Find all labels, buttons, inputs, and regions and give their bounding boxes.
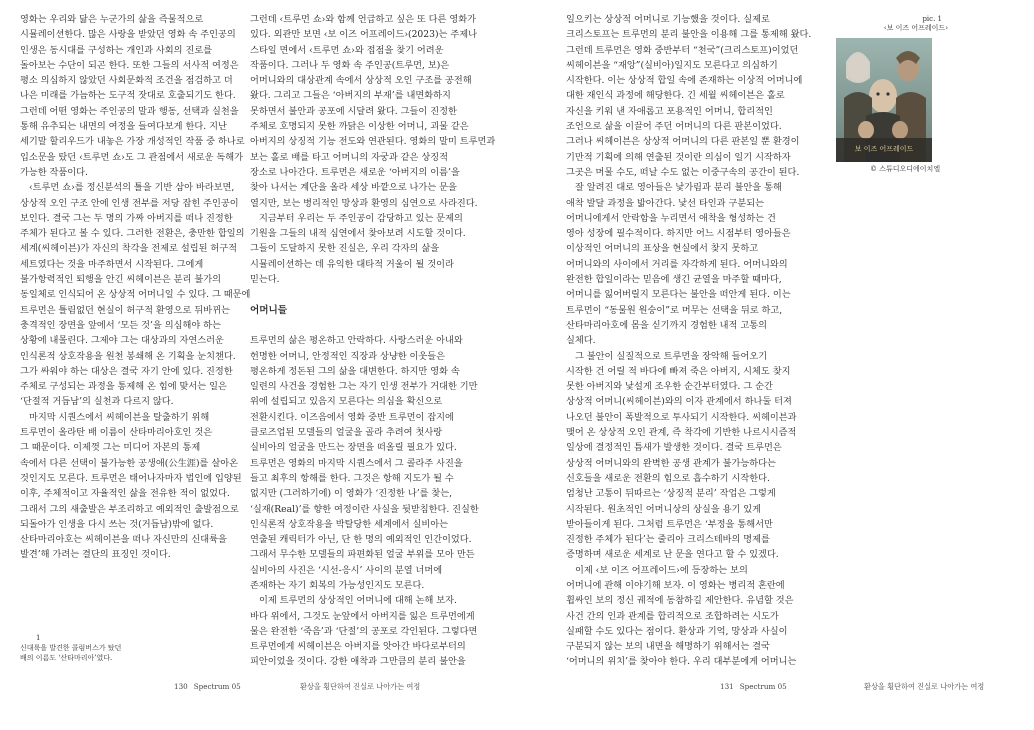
text-line: 발견’해 가려는 결단의 표징인 것이다. [20, 549, 171, 561]
text-line: 장소로 나아간다. 트루먼은 새로운 ‘아버지의 이름’을 [250, 166, 460, 178]
text-line: 상상적 오인 구조 안에 인생 전부를 저당 잡힌 주인공이 [20, 197, 239, 209]
magazine-name: Spectrum 05 [193, 682, 241, 691]
text-line: 물은 완전한 ‘죽음’과 ‘단절’의 공포로 각인된다. 그렇다면 [250, 625, 478, 637]
text-line: 이후, 주체적이고 자율적인 삶을 전유한 적이 없었다. [20, 488, 230, 500]
text-line: 보는 홀로 배를 타고 어머니의 자궁과 같은 상징적 [250, 151, 448, 163]
text-line: 산타마리아호는 씨헤이븐을 떠나 자신만의 신대륙을 [20, 534, 227, 546]
text-line: 못하면서 불안과 공포에 시달려 왔다. 그들이 진정한 [250, 105, 457, 117]
text-line: 기만적 기획에 의해 연출된 것이란 의심이 일기 시작하자 [566, 151, 791, 163]
text-line: 시작한 건 어릴 적 바다에 빠져 죽은 아버지, 시체도 찾지 [566, 365, 791, 377]
text-line: 어머니에 관해 이야기해 보자. 이 영화는 병리적 혼란에 [566, 579, 785, 591]
left-column-2 [250, 12, 495, 670]
left-running-head: 환상을 횡단하여 진실로 나아가는 여정 [300, 682, 421, 691]
footnote [20, 633, 121, 663]
text-line: 애착 발달 과정을 밟아간다. 낯선 타인과 구분되는 [566, 197, 764, 209]
text-line: 트루먼은 틀림없던 현실이 허구적 환영으로 뒤바뀌는 [20, 304, 230, 316]
text-line: 이상적인 어머니의 표상을 현실에서 찾지 못하고 [566, 243, 759, 255]
text-line: 실비아의 얼굴을 만드는 장면을 떠올릴 필요가 있다. [250, 442, 457, 454]
text-line: 바다 위에서, 그것도 눈앞에서 아버지를 잃은 트루먼에게 [250, 610, 475, 622]
text-line: 실패할 수도 있다는 점이다. 환상과 기억, 망상과 사실이 [566, 625, 788, 637]
text-line: 인식론적 상호작용을 박탈당한 세계에서 실비아는 [250, 518, 449, 530]
text-line: 있다. 외관만 보면 ‹보 이즈 어프레이드›(2023)는 주제나 [250, 29, 477, 41]
text-line: 존재하는 자기 회복의 가능성인지도 모른다. [250, 579, 425, 591]
left-column-1 [20, 12, 250, 563]
text-line: 일으키는 상상적 어머니로 기능했을 것이다. 실제로 [566, 14, 770, 25]
text-line: 세트였다는 것을 마주하면서 시작된다. 그에게 [20, 258, 204, 270]
text-line: 없지만 (그러하기에) 이 영화가 ‘진정한 나’를 찾는, [250, 488, 453, 500]
text-line: 주체가 된다고 볼 수 있다. 그러한 전환은, 충만한 합일의 [20, 228, 245, 240]
text-line: 주체로 구성되는 과정을 통제해 온 힘에 맞서는 일은 [20, 381, 227, 393]
text-line: 평소 의심하지 않았던 사회문화적 조건을 점검하고 더 [20, 75, 233, 87]
text-line: 어머니와의 사이에서 거리를 자각하게 된다. 어머니와의 [566, 258, 788, 270]
text-line: 상황에 내몰린다. 그제야 그는 대상과의 자연스러운 [20, 335, 224, 347]
text-line: 충격적인 장면을 앞에서 ‘모든 것’을 의심해야 하는 [20, 319, 221, 331]
text-line: 실체다. [566, 335, 596, 347]
text-line: 상상적 어머니와의 완벽한 공생 관계가 불가능하다는 [566, 457, 776, 469]
text-line: 진정한 주체가 된다’는 줄리아 크리스테바의 명제를 [566, 534, 770, 546]
text-line: 들고 최후의 항해를 한다. 그것은 항해 지도가 될 수 [250, 472, 454, 484]
text-line: 연출된 캐릭터가 아닌, 단 한 명의 예외적인 인간이었다. [250, 534, 472, 546]
text-line: 이제 ‹보 이즈 어프레이드›에 등장하는 보의 [575, 564, 748, 576]
page-number: 130 [174, 682, 188, 691]
text-line: 그래서 그의 새출발은 부조리하고 예외적인 출발점으로 [20, 503, 239, 515]
text-line: 트루먼이 올라탄 배 이름이 산타마리아호인 것은 [20, 427, 213, 439]
text-line: 가능한 작품이다. [20, 166, 88, 178]
text-line: 조언으로 삶을 이끌어 주던 어머니의 다른 판본이었다. [566, 121, 782, 133]
pic-label: pic. 1 [922, 15, 942, 23]
text-line: 트루먼이 “동물원 원숭이”로 머무는 선택을 뒤로 하고, [566, 304, 783, 316]
text-line: 휩싸인 보의 정신 궤적에 동참하길 제안한다. 유념할 것은 [566, 595, 794, 607]
text-line: 자신을 키워 낸 자애롭고 포용적인 어머니, 합리적인 [566, 105, 773, 117]
right-column-1 [566, 12, 811, 670]
text-line: 이제 트루먼의 상상적인 어머니에 대해 논해 보자. [259, 595, 457, 607]
text-line: 아버지의 상징적 기능 전도와 연관된다. 영화의 말미 트루먼과 [250, 136, 496, 148]
text-line: 왔다. 그리고 그들은 ‘아버지의 부재’를 내면화하지 [250, 90, 451, 102]
pic-title: ‹보 이즈 어프레이드› [883, 24, 948, 32]
text-line: 그래서 무수한 모델들의 파편화된 얼굴 부위를 모아 만든 [250, 549, 475, 561]
text-line: 신호들을 새로운 전환의 힘으로 흡수하기 시작한다. [566, 472, 770, 484]
text-line: 그런데 트루먼은 영화 중반부터 “천국”(크리스토프)이었던 [566, 44, 799, 56]
text-line: 산타마리아호에 몸을 싣기까지 경험한 내적 고통의 [566, 319, 767, 331]
text-line: 완전한 합일이라는 믿음에 생긴 균열을 마주할 때마다, [566, 274, 782, 286]
text-line: 찾아 나서는 계단을 올라 세상 바깥으로 나가는 문을 [250, 182, 457, 194]
movie-poster-image [836, 38, 932, 162]
text-line: 헌명한 어머니, 안정적인 직장과 상냥한 이웃들은 [250, 350, 446, 362]
text-line: 전환시킨다. 이즈음에서 영화 중반 트루먼이 잡지에 [250, 411, 454, 423]
text-line: 돌아보는 수단이 되곤 한다. 또한 그들의 서사적 여정은 [20, 59, 239, 71]
text-line: 나오던 불안이 폭발적으로 투사되기 시작한다. 씨헤이븐과 [566, 411, 797, 423]
text-line: 믿는다. [250, 274, 280, 286]
text-line: 세계(씨헤이븐)가 자신의 착각을 전제로 설립된 허구적 [20, 243, 238, 255]
text-line: 평온하게 정돈된 그의 삶을 대변한다. 하지만 영화 속 [250, 365, 460, 377]
text-line: 시뮬레이션하는 데 유익한 대타적 거울이 될 것이라 [250, 258, 454, 270]
right-running-head: 환상을 횡단하여 진실로 나아가는 여정 [864, 682, 985, 691]
text-line: 클로즈업된 모델들의 얼굴을 골라 추려여 첫사랑 [250, 427, 443, 439]
text-line: 어머니를 잃어버릴지 모른다는 불안을 떠안게 된다. 이는 [566, 289, 791, 301]
text-line: 통해 유추되는 내면의 여정을 들여다보게 한다. 지난 [20, 121, 227, 133]
text-line: ‘실재(Real)’를 향한 여정이란 사실을 뒷받침한다. 진실한 [250, 503, 479, 515]
text-line: 그 불안이 실질적으로 트루먼을 장악해 들어오기 [575, 350, 768, 362]
text-line: 세기말 할리우드가 내놓은 가장 개성적인 작품 중 하나로 [20, 136, 245, 148]
text-line: ‘어머니의 위치’를 찾아야 한다. 우리 대부분에게 어머니는 [566, 656, 797, 668]
text-line: 트루먼에게 씨헤이븐은 아버지를 앗아간 바다로부터의 [250, 641, 466, 653]
pic-caption [858, 15, 948, 33]
text-line: 되돌아가 인생을 다시 쓰는 것(거듭남)밖에 없다. [20, 518, 214, 530]
text-line: 시작된다. 원초적인 어머니상의 상실을 용기 있게 [566, 503, 762, 515]
text-line: 사건 간의 인과 관계를 합리적으로 조합하려는 시도가 [566, 610, 779, 622]
text-line: 인식론적 상호작용을 원천 봉쇄해 온 기획을 눈치챈다. [20, 350, 236, 362]
text-line: 피안이었을 것이다. 강한 애착과 그만큼의 분리 불안을 [250, 656, 466, 668]
page-number: 131 [720, 682, 734, 691]
text-line: 위에 설립되고 있음지 모른다는 의심을 확신으로 [250, 396, 443, 408]
section-heading: 어머니들 [250, 304, 288, 316]
text-line: 영화는 우리와 닮은 누군가의 삶을 즉물적으로 [20, 14, 204, 25]
text-line: 열지만, 보는 병리적인 망상과 환영의 심연으로 사라진다. [250, 197, 478, 209]
text-line: 그가 싸워야 하는 대상은 결국 자기 안에 있다. 진정한 [20, 365, 233, 377]
text-line: 그들이 도달하지 못한 진실은, 우리 각자의 삶을 [250, 243, 440, 255]
text-line: 그 때문이다. 이제껏 그는 미디어 자본의 통제 [20, 442, 201, 454]
text-line: 영아 성장에 필수적이다. 하지만 어느 시점부터 영아들은 [566, 228, 791, 240]
text-line: ‘단절적 거듭남’의 실천과 다르지 않다. [20, 396, 174, 408]
text-line: 잘 알려진 대로 영아들은 낯가림과 분리 불안을 통해 [575, 182, 782, 194]
text-line: 것인지도 모른다. 트루먼은 태어나자마자 법인에 입양된 [20, 472, 242, 484]
text-line: 엄청난 고통이 뒤따르는 ‘상징적 분리’ 작업은 그렇게 [566, 488, 776, 500]
text-line: 인생은 동시대를 구성하는 개인과 사회의 진로를 [20, 44, 213, 56]
magazine-name: Spectrum 05 [739, 682, 787, 691]
left-folio [174, 682, 241, 691]
text-line: 실비아의 사진은 ‘시선-응시’ 사이의 분열 너머에 [250, 564, 443, 576]
text-line: 그런데 어떤 영화는 주인공의 말과 행동, 선택과 실천을 [20, 105, 239, 117]
text-line: 그곳은 머물 수도, 떠날 수도 없는 이중구속의 공간이 된다. [566, 166, 800, 178]
text-line: 나은 미래를 가늠하는 도구적 잣대로 호출되기도 한다. [20, 90, 236, 102]
text-line: 받아들이게 된다. 그처럼 트루먼은 ‘부정을 통해서만 [566, 518, 773, 530]
text-line: 트루먼의 삶은 평온하고 안락하다. 사랑스러운 아내와 [250, 335, 463, 347]
text-line: 트루먼은 영화의 마지막 시퀀스에서 그 콜라주 사진을 [250, 457, 463, 469]
text-line: 증명하며 새로운 세계로 난 문을 연다고 할 수 있겠다. [566, 549, 779, 561]
text-line: 마지막 시퀀스에서 씨헤이븐을 탈출하기 위해 [29, 411, 210, 423]
text-line: 못한 아버지와 낯설게 조우한 순간부터였다. 그 순간 [566, 381, 773, 393]
text-line: 주체로 호명되지 못한 까닭은 이상한 어머니, 괴물 같은 [250, 121, 469, 133]
text-line: 스타일 면에서 ‹트루먼 쇼›와 접점을 찾기 어려운 [250, 44, 444, 56]
text-line: 크리스토프는 트루먼의 분리 불안을 이용해 그를 통제해 왔다. [566, 29, 812, 41]
text-line: 시뮬레이션한다. 많은 사랑을 받았던 영화 속 주인공의 [20, 29, 236, 41]
text-line: 어머니와의 대상관계 속에서 상상적 오인 구조를 공전해 [250, 75, 472, 87]
text-line: 어머니에게서 안락함을 누리면서 애착을 형성하는 건 [566, 212, 776, 224]
text-line: 시작한다. 이는 상상적 합일 속에 존재하는 이상적 어머니에 [566, 75, 803, 87]
poster-illustration [836, 38, 932, 162]
footnote-marker: 1 [36, 634, 41, 642]
right-folio [720, 682, 787, 691]
text-line: 그러나 씨헤이븐은 상상적 어머니의 다른 판본일 뿐 환경이 [566, 136, 800, 148]
text-line: 상상적 어머니(씨헤이븐)와의 이자 관계에서 하나둘 터져 [566, 396, 792, 408]
text-line: 일상에 결정적인 틈새가 발생한 것이다. 결국 트루먼은 [566, 442, 782, 454]
text-line: 맺어 온 상상적 오인 관계, 즉 착각에 기반한 나르시시즘적 [566, 427, 797, 439]
text-line: 씨헤이븐을 “재앙”(실비아)일지도 모른다고 의심하기 [566, 59, 778, 71]
text-line: 구분되지 않는 보의 내면을 해명하기 위해서는 결국 [566, 641, 770, 653]
text-line: 기원을 그들의 내적 심연에서 찾아보려 시도할 것이다. [250, 228, 466, 240]
text-line: 작품이다. 그러나 두 영화 속 주인공(트루먼, 보)은 [250, 59, 450, 71]
text-line: 동일체로 인식되어 온 상상적 어머니일 수 있다. 그 때문에 [20, 289, 251, 301]
footnote-line-1: 신대륙을 발견한 콜럼버스가 탔던 [20, 644, 122, 652]
text-line: 대한 재인식 과정에 해당한다. 긴 세월 씨헤이븐은 홀로 [566, 90, 785, 102]
text-line: 입소문을 탔던 ‹트루먼 쇼›도 그 관점에서 새로운 독해가 [20, 151, 244, 163]
image-credit: © 스튜디오디에이치엘 [870, 165, 941, 173]
text-line: 보인다. 결국 그는 두 명의 가짜 아버지를 떠나 진정한 [20, 212, 233, 224]
text-line: 일련의 사건을 경험한 그는 자기 인생 전부가 거대한 기만 [250, 381, 478, 393]
text-line: 불가항력적인 퇴행을 안긴 씨헤이븐은 분리 불가의 [20, 274, 221, 286]
text-line: 속에서 다른 선택이 불가능한 공생애(公生涯)를 살아온 [20, 457, 238, 469]
text-line: ‹트루먼 쇼›를 정신분석의 틀을 기반 삼아 바라보면, [29, 182, 235, 194]
poster-title: 보 이즈 어프레이드 [854, 145, 914, 153]
text-line: 그런데 ‹트루먼 쇼›와 함께 언급하고 싶은 또 다른 영화가 [250, 14, 476, 25]
text-line: 지금부터 우리는 두 주인공이 감당하고 있는 문제의 [259, 212, 463, 224]
footnote-line-2: 배의 이름도 ‘산타마리아’였다. [20, 654, 113, 662]
